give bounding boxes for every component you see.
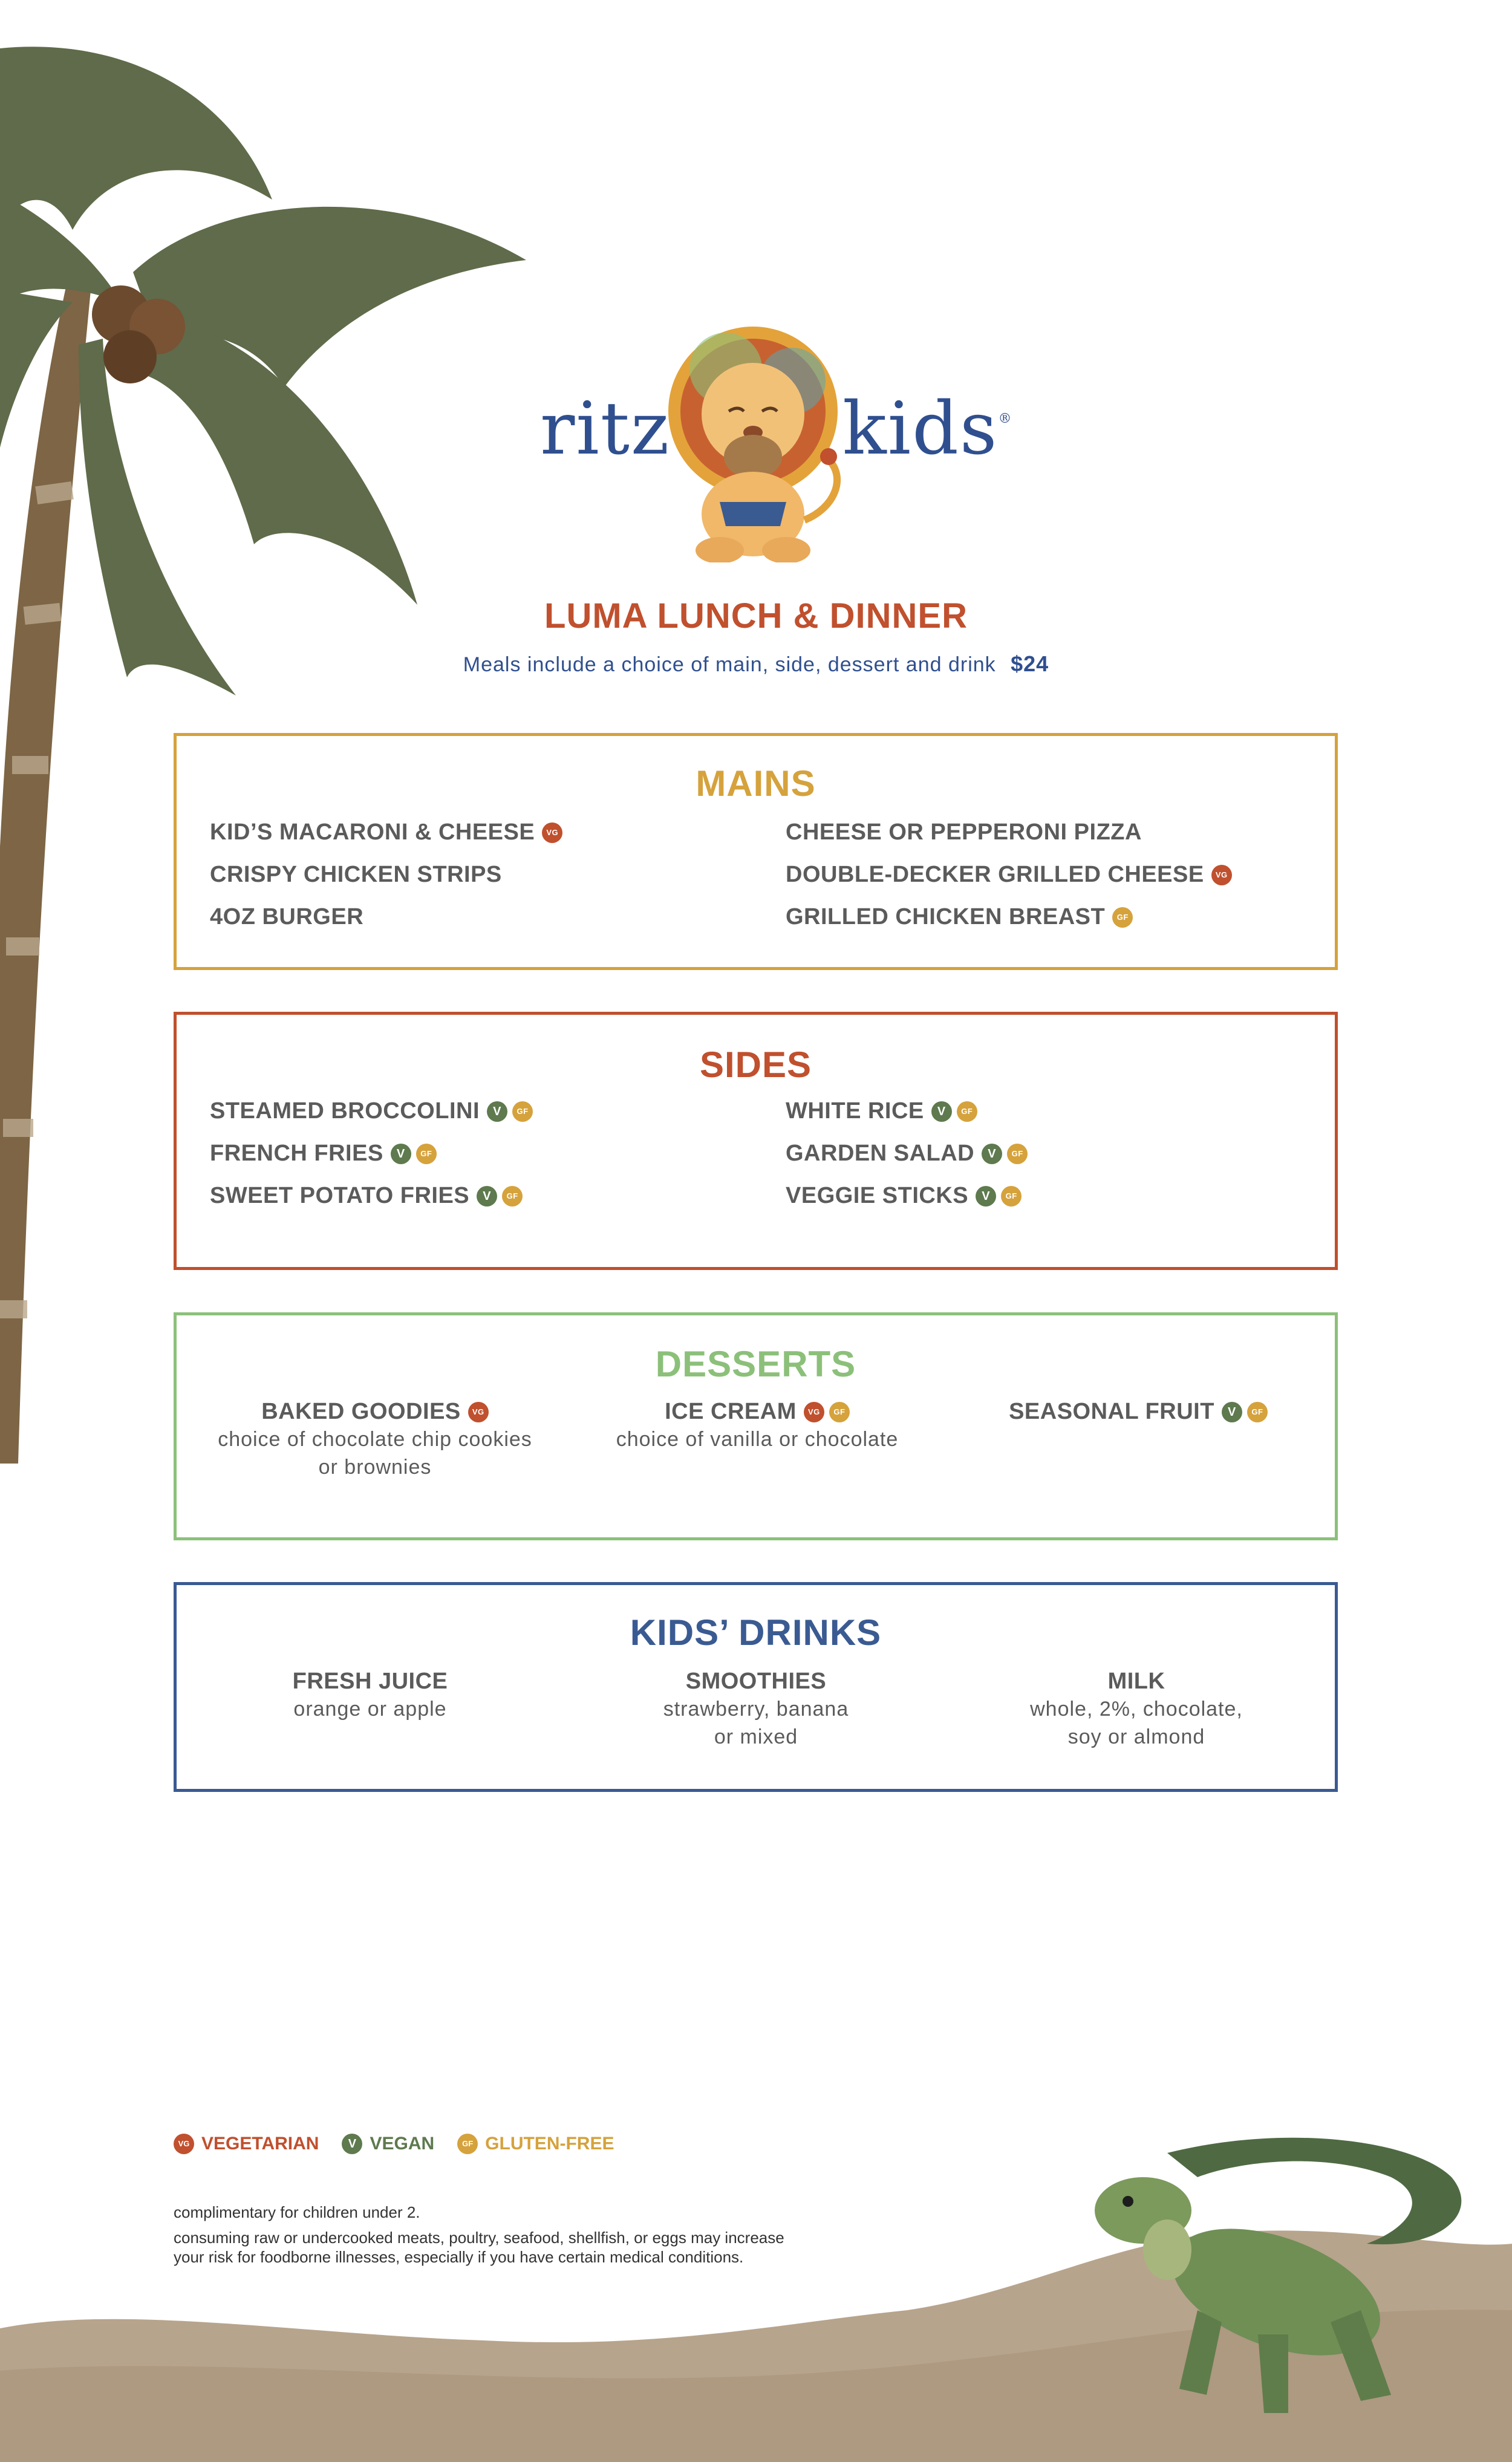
food-warning-line-2: your risk for foodborne illnesses, especially if you have certain medical conditions. <box>174 2248 744 2266</box>
sides-item <box>210 1141 437 1167</box>
menu-title: LUMA LUNCH & DINNER <box>544 596 968 636</box>
item-name: FRENCH FRIES <box>210 1141 383 1166</box>
mains-item <box>210 904 363 930</box>
gluten-free-icon: GF <box>1001 1186 1022 1207</box>
item-name: BAKED GOODIES <box>261 1399 461 1424</box>
logo-ritz-word: ritz <box>540 387 671 471</box>
vegan-icon: V <box>976 1186 996 1207</box>
desserts-section <box>174 1312 1338 1540</box>
legend-vegetarian: VEGETARIAN <box>201 2134 319 2154</box>
mains-item <box>786 904 1133 930</box>
item-name: WHITE RICE <box>786 1098 924 1124</box>
subtitle-text: Meals include a choice of main, side, dessert and drink <box>463 653 996 676</box>
gluten-free-icon: GF <box>457 2134 478 2154</box>
gluten-free-icon: GF <box>829 1402 850 1422</box>
item-name: DOUBLE-DECKER GRILLED CHEESE <box>786 862 1204 887</box>
dessert-item <box>181 1399 569 1480</box>
item-description: orange or apple <box>293 1698 447 1721</box>
drink-item <box>177 1669 564 1722</box>
gluten-free-icon: GF <box>512 1101 533 1122</box>
complimentary-note: complimentary for children under 2. <box>174 2203 420 2221</box>
dessert-name-row <box>564 1399 951 1425</box>
vegetarian-icon: VG <box>174 2134 194 2154</box>
gluten-free-icon: GF <box>502 1186 523 1207</box>
logo-kids-word <box>842 387 1013 471</box>
sides-title: SIDES <box>699 1044 812 1085</box>
sides-item <box>786 1098 977 1124</box>
vegetarian-icon: VG <box>542 822 562 843</box>
vegan-icon: V <box>931 1101 952 1122</box>
dessert-name-row <box>181 1399 569 1425</box>
mains-item <box>210 819 562 845</box>
sides-item <box>786 1141 1028 1167</box>
item-description: choice of vanilla or chocolate <box>616 1428 899 1451</box>
gluten-free-icon: GF <box>416 1144 437 1164</box>
meal-price: $24 <box>1011 651 1049 676</box>
gluten-free-icon: GF <box>1007 1144 1028 1164</box>
registered-mark: ® <box>998 411 1013 426</box>
gluten-free-icon: GF <box>1112 907 1133 928</box>
vegan-icon: V <box>342 2134 362 2154</box>
drink-item <box>562 1669 950 1750</box>
item-name: CRISPY CHICKEN STRIPS <box>210 862 502 887</box>
legend-vegan: VEGAN <box>370 2134 435 2154</box>
gluten-free-icon: GF <box>1247 1402 1268 1422</box>
drink-item <box>943 1669 1330 1750</box>
dessert-item <box>564 1399 951 1453</box>
logo-kids-text: kids <box>842 387 999 471</box>
mains-item <box>786 862 1232 888</box>
item-name: VEGGIE STICKS <box>786 1183 969 1208</box>
vegan-icon: V <box>1222 1402 1242 1422</box>
item-name: 4OZ BURGER <box>210 904 364 930</box>
item-description: soy or almond <box>1067 1725 1205 1748</box>
vegetarian-icon: VG <box>1211 865 1232 885</box>
menu-subtitle <box>0 651 1512 677</box>
legend-gluten-free: GLUTEN-FREE <box>485 2134 614 2154</box>
item-name: SWEET POTATO FRIES <box>210 1183 470 1208</box>
drinks-section <box>174 1582 1338 1792</box>
dessert-name-row <box>945 1399 1332 1425</box>
dietary-legend <box>174 2134 637 2154</box>
item-name: KID’S MACARONI & CHEESE <box>210 819 535 845</box>
vegan-icon: V <box>487 1101 507 1122</box>
food-warning-line-1: consuming raw or undercooked meats, poultry, seafood, shellfish, or eggs may increase <box>174 2229 784 2247</box>
gluten-free-icon: GF <box>957 1101 977 1122</box>
item-description: strawberry, banana <box>663 1698 849 1721</box>
drinks-title: KIDS’ DRINKS <box>630 1612 882 1653</box>
item-description: or mixed <box>714 1725 798 1748</box>
item-name: STEAMED BROCCOLINI <box>210 1098 480 1124</box>
sides-item <box>210 1098 533 1124</box>
desserts-title: DESSERTS <box>655 1344 856 1384</box>
dessert-item <box>945 1399 1332 1425</box>
mains-item <box>786 819 1142 845</box>
item-name: CHEESE OR PEPPERONI PIZZA <box>786 819 1142 845</box>
mains-item <box>210 862 502 888</box>
item-description: or brownies <box>318 1456 432 1479</box>
item-name: SMOOTHIES <box>685 1669 827 1694</box>
vegan-icon: V <box>982 1144 1002 1164</box>
item-name: FRESH JUICE <box>292 1669 448 1694</box>
item-description: whole, 2%, chocolate, <box>1030 1698 1243 1721</box>
item-name: ICE CREAM <box>665 1399 797 1424</box>
item-name: MILK <box>1107 1669 1165 1694</box>
mains-title: MAINS <box>696 763 816 804</box>
iguana-illustration <box>1077 2129 1500 2443</box>
vegetarian-icon: VG <box>468 1402 489 1422</box>
vegan-icon: V <box>391 1144 411 1164</box>
mains-section <box>174 733 1338 970</box>
item-description: choice of chocolate chip cookies <box>218 1428 532 1451</box>
vegetarian-icon: VG <box>804 1402 824 1422</box>
vegan-icon: V <box>477 1186 497 1207</box>
item-name: SEASONAL FRUIT <box>1009 1399 1214 1424</box>
sides-item <box>210 1183 523 1209</box>
sides-section <box>174 1012 1338 1270</box>
item-name: GARDEN SALAD <box>786 1141 975 1166</box>
item-name: GRILLED CHICKEN BREAST <box>786 904 1106 930</box>
lion-mascot-icon <box>653 321 853 562</box>
sides-item <box>786 1183 1022 1209</box>
